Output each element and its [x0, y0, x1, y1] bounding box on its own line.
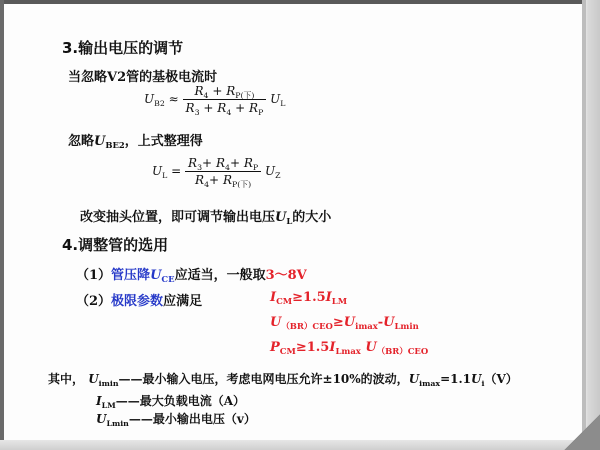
formula2-numerator: $R_3+ R_4+ R_P$ — [185, 156, 261, 172]
page-curl-corner — [564, 414, 600, 450]
note-ulmin: $U_{Lmin}——$最小输出电压（v） — [96, 412, 256, 428]
section3-line3: 改变抽头位置，即可调节输出电压$U_L$的大小 — [80, 210, 332, 226]
formula1-approx: ≈ — [168, 92, 179, 106]
formula1-denominator: $R_3 + R_4 + R_P$ — [185, 101, 264, 117]
section4-item1: （1）管压降$U_{CE}$应适当，一般取3～8V — [76, 268, 307, 284]
formula1-lhs: $U_{B2}$ — [144, 92, 165, 108]
formula2-rhs: $U_Z$ — [264, 164, 281, 180]
condition-pcm: $P_{CM}\ge 1.5I_{Lmax}$ $U_{(BR)CEO}$ — [270, 340, 429, 356]
formula-ub2 — [144, 84, 285, 115]
formula-ul — [152, 156, 281, 187]
formula1-rhs: $U_L$ — [270, 92, 286, 108]
note-uimin: 其中， $U_{imin}——$最小输入电压，考虑电网电压允许±10%的波动，$U_{imax}=1.1U_i(V)$ — [48, 372, 518, 388]
note-ilm: $I_{LM}——$最大负载电流（A） — [96, 394, 246, 410]
section3-line1: 当忽略V2管的基极电流时 — [68, 70, 218, 85]
section3-line2: 忽略$U_{BE2}$，上式整理得 — [68, 134, 203, 150]
condition-icm: $I_{CM}\ge 1.5I_{LM}$ — [270, 290, 348, 306]
slide-frame-left — [0, 0, 4, 450]
slide-frame-right-stripe — [582, 0, 586, 450]
slide-frame-bottom — [0, 440, 600, 450]
formula2-denominator: $R_4+ R_{P(下)}$ — [195, 173, 252, 189]
formula1-numerator: $R_4 + R_{P(下)}$ — [183, 84, 267, 100]
formula2-lhs: $U_L$ — [152, 164, 168, 180]
slide-frame-top — [0, 0, 600, 4]
formula1-fraction — [183, 84, 267, 115]
formula2-eq: = — [171, 164, 182, 178]
formula2-fraction — [185, 156, 261, 187]
section4-title: 4.调整管的选用 — [62, 236, 169, 254]
section3-title: 3.输出电压的调节 — [62, 39, 184, 57]
section4-item2: （2）极限参数应满足 — [76, 294, 203, 309]
condition-uceo: $U_{(BR)CEO}\ge U_{imax}-U_{Lmin}$ — [270, 315, 419, 331]
